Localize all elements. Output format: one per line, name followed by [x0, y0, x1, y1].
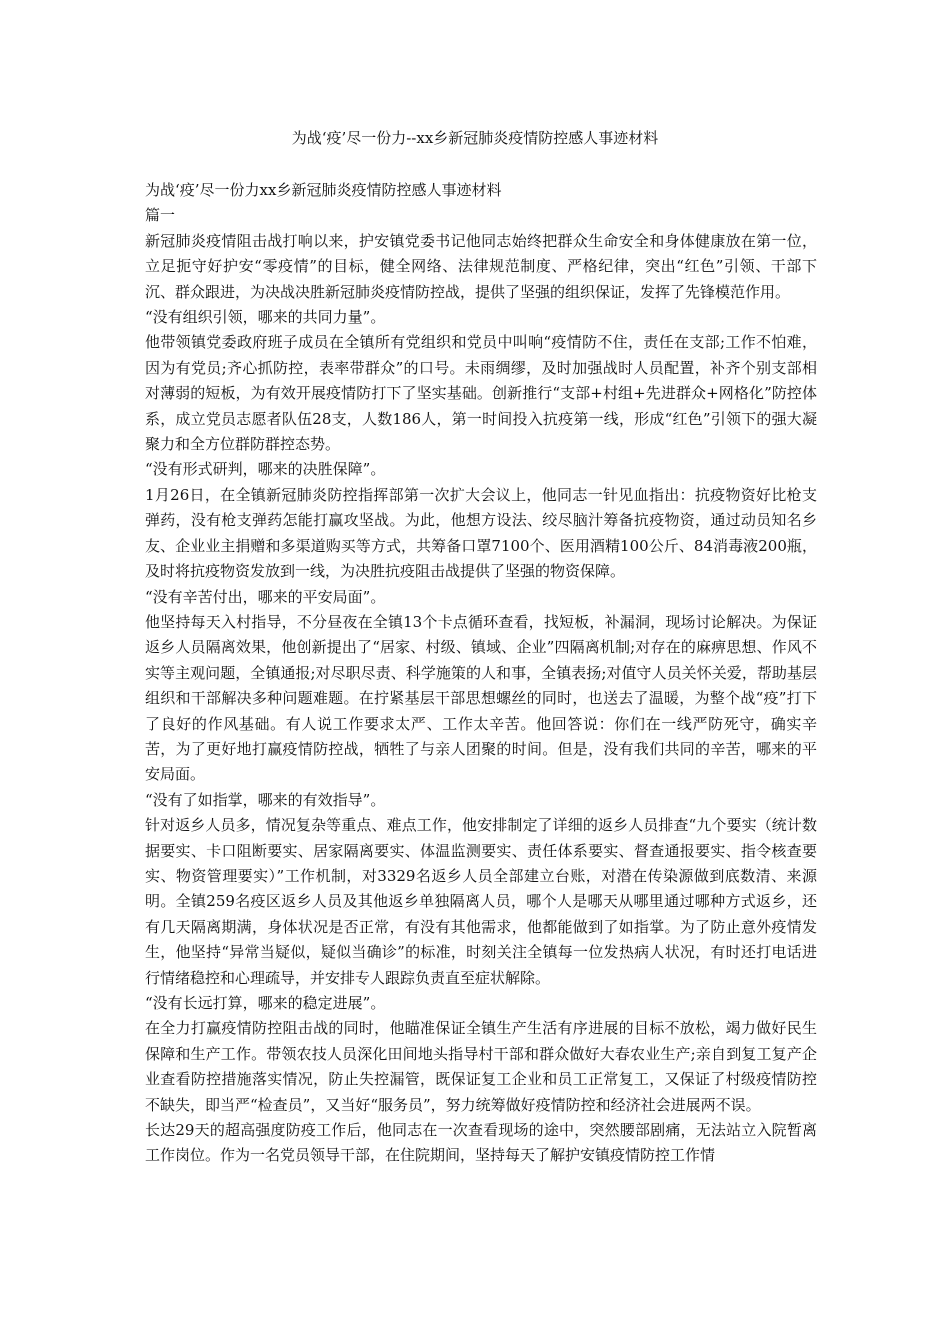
section-heading: “没有辛苦付出，哪来的平安局面”。 — [145, 587, 386, 606]
body-paragraph: 长达29天的超高强度防疫工作后，他同志在一次查看现场的途中，突然腰部剧痛，无法站立入院暂离工作岗位。作为一名党员领导干部，在住院期间，坚持每天了解护安镇疫情防控工作情 — [145, 1121, 817, 1165]
section-heading: “没有长远打算，哪来的稳定进展”。 — [145, 994, 386, 1012]
body-paragraph: 新冠肺炎疫情阻击战打响以来，护安镇党委书记他同志始终把群众生命安全和身体健康放在第一位，立足扼守好护安“零疫情”的目标，健全网络、法律规范制度、严格纪律，突出“红色”引领、干部下沉、群众跟进，为决战决胜新冠肺炎疫情防控战，提供了坚强的组织保证，发挥了先锋模范作用。 — [145, 231, 817, 301]
section-heading: “没有组织引领，哪来的共同力量”。 — [145, 308, 386, 327]
body-paragraph: 在全力打赢疫情防控阻击战的同时，他瞄准保证全镇生产生活有序进展的目标不放松，竭力做好民生保障和生产工作。带领农技人员深化田间地头指导村干部和群众做好大春农业生产;亲自到复工复产企业查看防控措施落实情况，防止失控漏管，既保证复工企业和员工正常复工，又保证了村级疫情防控不缺失，即当严“检查员”，又当好“服务员”，努力统筹做好疫情防控和经济社会进展两不误。 — [145, 1019, 817, 1114]
section-heading: “没有了如指掌，哪来的有效指导”。 — [145, 790, 386, 809]
body-paragraph: 1月26日，在全镇新冠肺炎防控指挥部第一次扩大会议上，他同志一针见血指出：抗疫物资好比枪支弹药，没有枪支弹药怎能打赢攻坚战。为此，他想方设法、绞尽脑汁筹备抗疫物资，通过动员知名乡友、企业业主捐赠和多渠道购买等方式，共筹备口罩7100个、医用酒精100公斤、84消毒液200瓶，及时将抗疫物资发放到一线，为决胜抗疫阻击战提供了坚强的物资保障。 — [145, 485, 817, 581]
document-subtitle: 为战‘疫’尽一份力xx乡新冠肺炎疫情防控感人事迹材料 — [145, 181, 502, 199]
section-heading: “没有形式研判，哪来的决胜保障”。 — [145, 460, 386, 479]
section-label: 篇一 — [145, 206, 176, 225]
body-paragraph: 他带领镇党委政府班子成员在全镇所有党组织和党员中叫响“疫情防不住，责任在支部;工作不怕难，因为有党员;齐心抓防控，表率带群众”的口号。未雨绸缪，及时加强战时人员配置，补齐个别支部相对薄弱的短板，为有效开展疫情防打下了坚实基础。创新推行“支部+村组+先进群众+网格化”防控体系，成立党员志愿者队伍28支，人数186人，第一时间投入抗疫第一线，形成“红色”引领下的强大凝聚力和全方位群防群控态势。 — [145, 333, 817, 454]
body-paragraph: 针对返乡人员多，情况复杂等重点、难点工作，他安排制定了详细的返乡人员排查“九个要实（统计数据要实、卡口阻断要实、居家隔离要实、体温监测要实、责任体系要实、督查通报要实、指令核查要实、物资管理要实）”工作机制，对3329名返乡人员全部建立台账，对潜在传染源做到底数清、来源明。全镇259名疫区返乡人员及其他返乡单独隔离人员，哪个人是哪天从哪里通过哪种方式返乡，还有几天隔离期满，身体状况是否正常，有没有其他需求，他都能做到了如指掌。为了防止意外疫情发生，他坚持“异常当疑似，疑似当确诊”的标准，时刻关注全镇每一位发热病人状况，有时还打电话进行情绪稳控和心理疏导，并安排专人跟踪负责直至症状解除。 — [145, 816, 817, 987]
document-body — [145, 178, 817, 1169]
body-paragraph: 他坚持每天入村指导，不分昼夜在全镇13个卡点循环查看，找短板，补漏洞，现场讨论解决。为保证返乡人员隔离效果，他创新提出了“居家、村级、镇域、企业”四隔离机制;对存在的麻痹思想、作风不实等主观问题，全镇通报;对尽职尽责、科学施策的人和事，全镇表扬;对值守人员关怀关爱，帮助基层组织和干部解决多种问题难题。在拧紧基层干部思想螺丝的同时，也送去了温暖，为整个战“疫”打下了良好的作风基础。有人说工作要求太严、工作太辛苦。他回答说：你们在一线严防死守，确实辛苦，为了更好地打赢疫情防控战，牺牲了与亲人团聚的时间。但是，没有我们共同的辛苦，哪来的平安局面。 — [145, 612, 817, 784]
page-title: 为战‘疫’尽一份力--xx乡新冠肺炎疫情防控感人事迹材料 — [291, 129, 659, 147]
